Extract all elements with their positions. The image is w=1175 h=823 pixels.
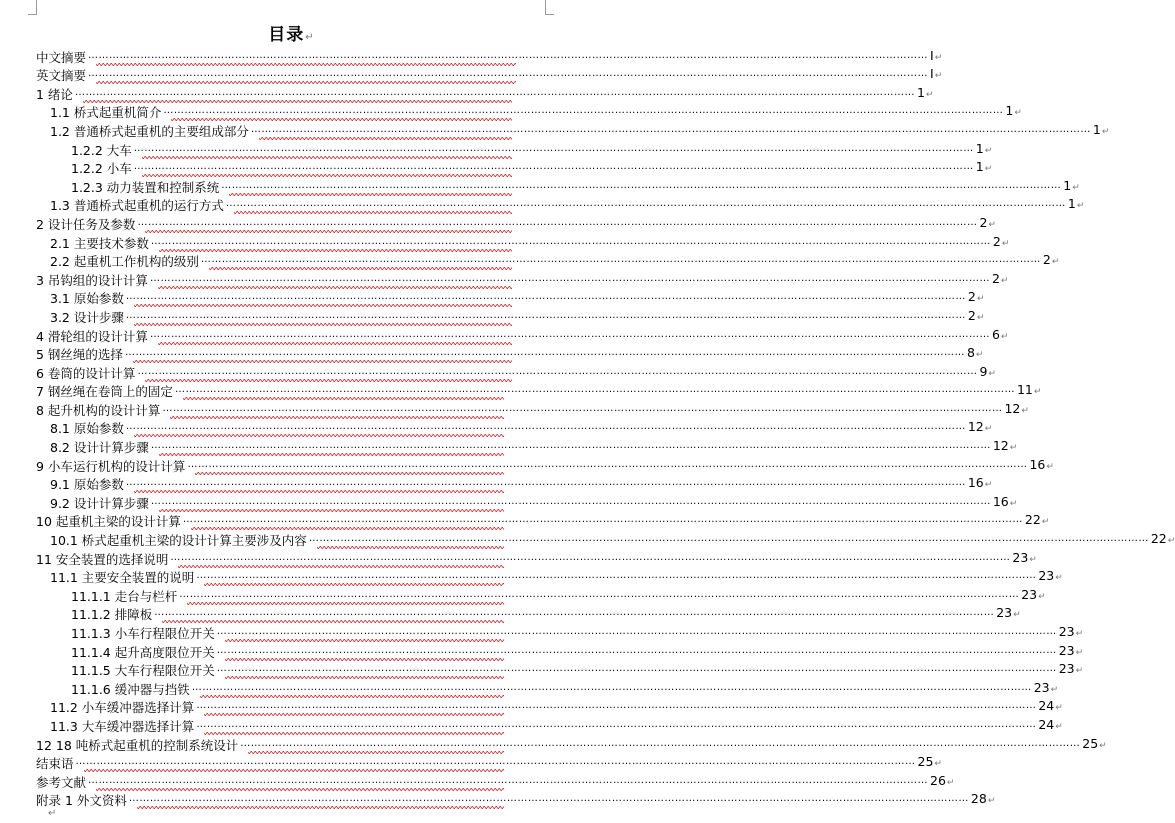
toc-entry-page bbox=[1093, 122, 1110, 140]
toc-page-number: 23 bbox=[996, 605, 1013, 621]
toc-entry[interactable] bbox=[36, 363, 996, 382]
toc-entry-page bbox=[976, 159, 993, 177]
toc-entry-label: 11.1.3 小车行程限位开关 bbox=[71, 626, 215, 641]
paragraph-mark-icon: ↵ bbox=[934, 71, 943, 82]
toc-entry-label: 2.2 起重机工作机构的级别 bbox=[50, 254, 199, 270]
toc-entry-label: 1 绪论 bbox=[36, 86, 73, 102]
toc-title bbox=[0, 20, 583, 45]
toc-leader-dots: …………………………………………………………………………………………………………………………………………………………………………………………………………………… bbox=[240, 737, 1081, 749]
toc-page-number: 23 bbox=[1021, 586, 1038, 602]
toc-entry[interactable] bbox=[36, 84, 934, 103]
toc-entry[interactable] bbox=[36, 345, 984, 364]
paragraph-mark-icon: ↵ bbox=[1072, 182, 1080, 193]
toc-page-number: 23 bbox=[1058, 642, 1075, 658]
toc-entry[interactable] bbox=[36, 419, 993, 438]
toc-entry[interactable] bbox=[36, 623, 1084, 642]
toc-leader-dots: …………………………………………………………………………………………………………………………………………………………………………………………………………………… bbox=[216, 644, 1057, 656]
toc-entry[interactable] bbox=[36, 642, 1084, 661]
toc-entry-label: 5 钢丝绳的选择 bbox=[36, 347, 123, 363]
paragraph-mark-icon: ↵ bbox=[1167, 536, 1175, 547]
toc-entry-label: 11.3 大车缓冲器选择计算 bbox=[50, 718, 195, 734]
toc-entry-page bbox=[1005, 103, 1022, 121]
toc-entry-page bbox=[976, 141, 993, 159]
toc-page-number: 1 bbox=[1063, 177, 1072, 193]
toc-entry-page bbox=[1034, 680, 1058, 698]
paragraph-mark-icon: ↵ bbox=[1055, 721, 1063, 732]
toc-entry-label: 4 滑轮组的设计计算 bbox=[36, 328, 148, 344]
toc-entry-page bbox=[1082, 736, 1106, 754]
toc-entry-label: 11.1.4 起升高度限位开关 bbox=[71, 644, 215, 660]
toc-page-number: 9 bbox=[979, 363, 988, 379]
paragraph-mark-icon: ↵ bbox=[1000, 275, 1009, 286]
toc-page-number: 6 bbox=[991, 326, 1000, 342]
toc-entry-page bbox=[1068, 196, 1085, 214]
toc-page-number: 16 bbox=[1029, 456, 1046, 472]
toc-leader-dots: …………………………………………………………………………………………………………………………………………………………………………………………………………………… bbox=[162, 402, 1003, 414]
toc-entry-page bbox=[917, 85, 934, 103]
paragraph-mark-icon: ↵ bbox=[1029, 554, 1037, 565]
toc-entry-page bbox=[996, 605, 1020, 623]
toc-leader-dots: …………………………………………………………………………………………………………………………………………………………………………………………………………………… bbox=[200, 254, 1041, 266]
toc-leader-dots: …………………………………………………………………………………………………………………………………………………………………………………………………………………… bbox=[128, 793, 969, 805]
toc-entry-page bbox=[918, 754, 942, 772]
paragraph-mark-icon: ↵ bbox=[976, 312, 985, 323]
toc-entry-page bbox=[1025, 512, 1049, 530]
toc-page-number: 1 bbox=[1005, 103, 1014, 119]
toc-entry-label: 11.2 小车缓冲器选择计算 bbox=[50, 700, 195, 716]
toc-entry-label: 2 设计任务及参数 bbox=[36, 216, 136, 232]
toc-entry[interactable] bbox=[36, 326, 1009, 345]
toc-entry-label: 11.1.6 缓冲器与挡铁 bbox=[71, 681, 190, 697]
paragraph-mark-icon: ↵ bbox=[1001, 238, 1010, 249]
paragraph-mark-icon: ↵ bbox=[984, 164, 993, 175]
toc-entry-page bbox=[979, 364, 996, 382]
toc-entry[interactable] bbox=[36, 214, 996, 233]
toc-page-number: 22 bbox=[1150, 531, 1167, 547]
paragraph-mark-icon: ↵ bbox=[1076, 201, 1085, 212]
paragraph-mark-icon: ↵ bbox=[987, 796, 996, 807]
toc-entry-page bbox=[967, 345, 984, 363]
toc-entry-page bbox=[1029, 457, 1053, 475]
toc-entry-page bbox=[992, 271, 1009, 289]
toc-page-number: 24 bbox=[1038, 698, 1055, 714]
toc-entry[interactable] bbox=[36, 605, 1021, 624]
toc-leader-dots: …………………………………………………………………………………………………………………………………………………………………………………………………………………… bbox=[125, 309, 966, 321]
toc-page-number: 2 bbox=[967, 289, 976, 305]
toc-entry[interactable] bbox=[36, 437, 1018, 456]
toc-entry[interactable] bbox=[36, 270, 1009, 289]
toc-entry-page bbox=[930, 48, 942, 66]
toc-entry[interactable] bbox=[36, 140, 993, 159]
paragraph-mark-icon: ↵ bbox=[1050, 684, 1059, 695]
toc-entry-page bbox=[930, 773, 954, 791]
toc-leader-dots: …………………………………………………………………………………………………………………………………………………………………………………………………………………… bbox=[124, 347, 965, 359]
toc-entry-label: 11.1.2 排障板 bbox=[71, 607, 153, 623]
toc-entry-label: 参考文献 bbox=[36, 774, 87, 790]
toc-entry[interactable] bbox=[36, 382, 1042, 401]
paragraph-mark-icon: ↵ bbox=[1033, 387, 1042, 398]
paragraph-mark-icon: ↵ bbox=[934, 52, 943, 63]
paragraph-mark-icon: ↵ bbox=[1046, 461, 1054, 472]
toc-entry-page bbox=[1063, 178, 1080, 196]
paragraph-mark-icon: ↵ bbox=[976, 294, 985, 305]
toc-entry-label: 8 起升机构的设计计算 bbox=[36, 402, 161, 418]
toc-entry-label: 1.3 普通桥式起重机的运行方式 bbox=[50, 198, 224, 214]
toc-entry-label: 1.2.3 动力装置和控制系统 bbox=[71, 179, 220, 195]
toc-leader-dots: …………………………………………………………………………………………………………………………………………………………………………………………………………………… bbox=[125, 291, 966, 303]
toc-page-number: 24 bbox=[1038, 716, 1055, 732]
toc-entry-page bbox=[979, 215, 996, 233]
toc-entry-page bbox=[968, 308, 985, 326]
toc-entry[interactable] bbox=[36, 233, 1010, 252]
paragraph-mark-icon: ↵ bbox=[1051, 257, 1060, 268]
toc-entry-page bbox=[1021, 587, 1045, 605]
toc-entry-label: 1.2.2 大车 bbox=[71, 142, 132, 158]
paragraph-mark-icon: ↵ bbox=[984, 145, 993, 156]
toc-entry[interactable] bbox=[36, 400, 1029, 419]
paragraph-mark-icon: ↵ bbox=[1038, 591, 1046, 602]
toc-entry-label: 中文摘要 bbox=[36, 49, 87, 65]
paragraph-mark-icon: ↵ bbox=[1013, 610, 1021, 621]
toc-entry-label: 2.1 主要技术参数 bbox=[50, 235, 149, 251]
toc-entry-page bbox=[1059, 624, 1083, 642]
toc-page-number: 2 bbox=[967, 307, 976, 323]
toc-page-number: 1 bbox=[1067, 196, 1076, 212]
toc-entry-label: 9.1 原始参数 bbox=[50, 477, 124, 493]
toc-entry-label: 8.1 原始参数 bbox=[50, 421, 124, 437]
toc-leader-dots: …………………………………………………………………………………………………………………………………………………………………………………………………………………… bbox=[216, 626, 1057, 637]
toc-entry-label: 结束语 bbox=[36, 756, 74, 772]
toc-leader-dots: …………………………………………………………………………………………………………………………………………………………………………………………………………………… bbox=[163, 105, 1004, 117]
toc-leader-dots: …………………………………………………………………………………………………………………………………………………………………………………………………………………… bbox=[125, 421, 966, 433]
paragraph-mark-icon: ↵ bbox=[975, 350, 984, 361]
toc-entry[interactable] bbox=[36, 735, 1107, 754]
toc-entry-page bbox=[930, 66, 942, 84]
toc-page-number: 22 bbox=[1024, 512, 1041, 528]
toc-page-number: I bbox=[930, 47, 934, 63]
page-corner-marker-left bbox=[28, 0, 37, 15]
toc-page-number: 16 bbox=[967, 475, 984, 491]
toc-leader-dots: …………………………………………………………………………………………………………………………………………………………………………………………………………………… bbox=[187, 458, 1028, 470]
paragraph-mark-icon: ↵ bbox=[1075, 629, 1084, 639]
toc-entry[interactable] bbox=[36, 493, 1018, 512]
toc-page-number: 12 bbox=[992, 438, 1009, 454]
spellcheck-underline bbox=[137, 806, 504, 809]
paragraph-mark-icon: ↵ bbox=[984, 424, 993, 435]
toc-leader-dots: …………………………………………………………………………………………………………………………………………………………………………………………………………………… bbox=[182, 514, 1023, 526]
toc-entry[interactable] bbox=[36, 475, 993, 494]
toc-entry-label: 9 小车运行机构的设计计算 bbox=[36, 458, 186, 474]
toc-leader-dots: …………………………………………………………………………………………………………………………………………………………………………………………………………………… bbox=[88, 68, 929, 80]
toc-entry-page bbox=[992, 327, 1009, 345]
toc-entry[interactable] bbox=[36, 568, 1063, 587]
toc-title-text: 目录 bbox=[268, 25, 305, 45]
toc-leader-dots: …………………………………………………………………………………………………………………………………………………………………………………………………………………… bbox=[196, 700, 1037, 712]
toc-page-number: 23 bbox=[1012, 549, 1029, 565]
toc-leader-dots: …………………………………………………………………………………………………………………………………………………………………………………………………………………… bbox=[149, 328, 990, 340]
toc-page-number: 1 bbox=[916, 84, 925, 100]
toc-entry-page bbox=[1059, 661, 1083, 679]
toc-entry-label: 9.2 设计计算步骤 bbox=[50, 495, 149, 511]
toc-leader-dots: …………………………………………………………………………………………………………………………………………………………………………………………………………………… bbox=[133, 142, 974, 154]
toc-entry[interactable] bbox=[36, 772, 955, 791]
page-corner-marker-right bbox=[545, 0, 554, 15]
toc-entry-page bbox=[1004, 401, 1028, 419]
toc-entry-page bbox=[1017, 382, 1041, 400]
paragraph-mark-icon: ↵ bbox=[1055, 573, 1063, 584]
toc-page-number: 23 bbox=[1058, 661, 1075, 677]
toc-leader-dots: …………………………………………………………………………………………………………………………………………………………………………………………………………………… bbox=[75, 756, 916, 768]
paragraph-mark-icon: ↵ bbox=[1000, 331, 1009, 342]
paragraph-mark-icon: ↵ bbox=[946, 777, 955, 788]
paragraph-mark-icon: ↵ bbox=[1009, 498, 1018, 509]
paragraph-mark-icon: ↵ bbox=[1075, 647, 1084, 658]
toc-leader-dots: …………………………………………………………………………………………………………………………………………………………………………………………………………………… bbox=[196, 570, 1037, 582]
toc-entry-label: 11 安全装置的选择说明 bbox=[36, 551, 169, 567]
toc-leader-dots: …………………………………………………………………………………………………………………………………………………………………………………………………………………… bbox=[250, 123, 1091, 135]
paragraph-mark-icon: ↵ bbox=[934, 759, 942, 770]
paragraph-mark-icon: ↵ bbox=[1099, 740, 1107, 751]
toc-entry[interactable] bbox=[36, 103, 1022, 122]
paragraph-mark-icon: ↵ bbox=[988, 219, 996, 230]
toc-entry-label: 11.1.5 大车行程限位开关 bbox=[71, 663, 215, 679]
toc-entry[interactable] bbox=[36, 586, 1046, 605]
toc-page-number: 11 bbox=[1016, 382, 1033, 398]
toc-entry-label: 12 18 吨桥式起重机的控制系统设计 bbox=[36, 737, 239, 753]
paragraph-mark-icon: ↵ bbox=[1041, 517, 1050, 528]
toc-entry[interactable] bbox=[36, 754, 942, 773]
paragraph-mark-icon: ↵ bbox=[1009, 443, 1018, 454]
toc-entry-label: 3 吊钩组的设计计算 bbox=[36, 272, 148, 288]
toc-entry[interactable] bbox=[36, 121, 1110, 140]
toc-page-number: 2 bbox=[992, 233, 1001, 249]
toc-entry-label: 7 钢丝绳在卷筒上的固定 bbox=[36, 384, 173, 400]
paragraph-mark-icon: ↵ bbox=[48, 808, 57, 819]
toc-leader-dots: …………………………………………………………………………………………………………………………………………………………………………………………………………………… bbox=[170, 551, 1011, 563]
toc-leader-dots: …………………………………………………………………………………………………………………………………………………………………………………………………………………… bbox=[125, 477, 966, 489]
toc-entry-label: 10.1 桥式起重机主梁的设计计算主要涉及内容 bbox=[50, 533, 307, 549]
toc-leader-dots: …………………………………………………………………………………………………………………………………………………………………………………………………………………… bbox=[225, 198, 1066, 210]
toc-entry[interactable] bbox=[36, 159, 993, 178]
toc-entry[interactable] bbox=[36, 661, 1084, 680]
toc-entry[interactable] bbox=[36, 679, 1059, 698]
toc-entry-label: 11.1 主要安全装置的说明 bbox=[50, 570, 195, 586]
toc-entry-page bbox=[968, 475, 992, 493]
toc-leader-dots: …………………………………………………………………………………………………………………………………………………………………………………………………………………… bbox=[88, 49, 929, 61]
toc-entry[interactable] bbox=[36, 289, 985, 308]
toc-page-number: 1 bbox=[1092, 121, 1101, 137]
toc-page-number: 25 bbox=[917, 754, 934, 770]
toc-entry-page bbox=[1151, 531, 1175, 549]
toc-entry[interactable] bbox=[36, 512, 1050, 531]
toc-leader-dots: …………………………………………………………………………………………………………………………………………………………………………………………………………………… bbox=[137, 216, 978, 228]
toc-entry[interactable] bbox=[36, 456, 1054, 475]
toc-leader-dots: …………………………………………………………………………………………………………………………………………………………………………………………………………………… bbox=[74, 86, 915, 98]
toc-page-number: 2 bbox=[1042, 252, 1051, 268]
toc-entry-page bbox=[1043, 252, 1060, 270]
toc-entry-page bbox=[993, 438, 1017, 456]
paragraph-mark-icon: ↵ bbox=[925, 89, 934, 100]
toc-entry-page bbox=[993, 234, 1010, 252]
toc-entry-label: 附录 1 外文资料 bbox=[36, 793, 127, 809]
toc-entry[interactable] bbox=[36, 196, 1085, 215]
toc-leader-dots: …………………………………………………………………………………………………………………………………………………………………………………………………………………… bbox=[216, 663, 1057, 675]
toc-entry-label: 1.2 普通桥式起重机的主要组成部分 bbox=[50, 123, 249, 139]
toc-leader-dots: …………………………………………………………………………………………………………………………………………………………………………………………………………………… bbox=[150, 495, 991, 507]
toc-page-number: 12 bbox=[967, 419, 984, 435]
toc-entry[interactable] bbox=[36, 791, 996, 810]
paragraph-mark-icon: ↵ bbox=[1055, 703, 1063, 714]
toc-leader-dots: …………………………………………………………………………………………………………………………………………………………………………………………………………………… bbox=[133, 161, 974, 173]
paragraph-mark-icon: ↵ bbox=[1101, 126, 1110, 137]
toc-entry-label: 6 卷筒的设计计算 bbox=[36, 365, 136, 381]
toc-leader-dots: …………………………………………………………………………………………………………………………………………………………………………………………………………………… bbox=[221, 179, 1062, 191]
toc-entry-label: 8.2 设计计算步骤 bbox=[50, 440, 149, 456]
toc-page-number: 1 bbox=[975, 159, 984, 175]
toc-entry-label: 11.1.1 走台与栏杆 bbox=[71, 588, 178, 604]
toc-page-number: 23 bbox=[1033, 679, 1050, 695]
toc-entry[interactable] bbox=[36, 549, 1037, 568]
toc-page-number: 16 bbox=[992, 493, 1009, 509]
table-of-contents bbox=[36, 47, 1175, 809]
toc-entry-label: 10 起重机主梁的设计计算 bbox=[36, 514, 181, 530]
toc-page-number: 26 bbox=[930, 772, 946, 788]
toc-entry-page bbox=[1038, 717, 1062, 735]
paragraph-mark-icon: ↵ bbox=[984, 480, 993, 491]
toc-page-number: 25 bbox=[1082, 735, 1099, 751]
toc-leader-dots: …………………………………………………………………………………………………………………………………………………………………………………………………………………… bbox=[179, 588, 1020, 600]
toc-leader-dots: …………………………………………………………………………………………………………………………………………………………………………………………………………………… bbox=[150, 235, 991, 247]
toc-leader-dots: …………………………………………………………………………………………………………………………………………………………………………………………………………………… bbox=[196, 718, 1037, 730]
toc-entry-page bbox=[1012, 550, 1036, 568]
toc-leader-dots: …………………………………………………………………………………………………………………………………………………………………………………………………………………… bbox=[149, 272, 990, 284]
toc-entry-page bbox=[1038, 568, 1062, 586]
toc-entry-page bbox=[1059, 643, 1083, 661]
toc-entry-page bbox=[993, 494, 1017, 512]
toc-entry-label: 英文摘要 bbox=[36, 68, 87, 84]
toc-entry-label: 3.1 原始参数 bbox=[50, 291, 124, 307]
toc-entry[interactable] bbox=[36, 47, 943, 66]
toc-leader-dots: …………………………………………………………………………………………………………………………………………………………………………………………………………………… bbox=[191, 681, 1032, 693]
toc-leader-dots: …………………………………………………………………………………………………………………………………………………………………………………………………………………… bbox=[174, 384, 1015, 396]
toc-page-number: 23 bbox=[1058, 624, 1075, 639]
toc-entry[interactable] bbox=[36, 530, 1175, 549]
toc-page-number: 23 bbox=[1038, 568, 1055, 584]
paragraph-mark-icon: ↵ bbox=[988, 368, 996, 379]
toc-page-number: 12 bbox=[1004, 400, 1021, 416]
toc-entry-page bbox=[971, 791, 995, 809]
toc-entry-page bbox=[1038, 698, 1062, 716]
toc-entry[interactable] bbox=[36, 252, 1060, 271]
toc-leader-dots: …………………………………………………………………………………………………………………………………………………………………………………………………………………… bbox=[88, 774, 929, 786]
paragraph-mark-icon: ↵ bbox=[1021, 405, 1029, 416]
toc-leader-dots: …………………………………………………………………………………………………………………………………………………………………………………………………………………… bbox=[308, 533, 1149, 545]
toc-entry-label: 1.1 桥式起重机简介 bbox=[50, 105, 162, 121]
toc-page-number: 1 bbox=[975, 140, 984, 156]
toc-entry[interactable] bbox=[36, 698, 1063, 717]
toc-entry[interactable] bbox=[36, 177, 1080, 196]
toc-entry-label: 3.2 设计步骤 bbox=[50, 309, 124, 325]
paragraph-mark-icon: ↵ bbox=[1014, 108, 1022, 119]
toc-page-number: 8 bbox=[966, 345, 975, 361]
toc-entry[interactable] bbox=[36, 716, 1063, 735]
toc-entry-page bbox=[968, 289, 985, 307]
toc-leader-dots: …………………………………………………………………………………………………………………………………………………………………………………………………………………… bbox=[150, 440, 991, 452]
paragraph-mark-icon: ↵ bbox=[305, 32, 315, 43]
toc-page-number: 2 bbox=[991, 270, 1000, 286]
toc-leader-dots: …………………………………………………………………………………………………………………………………………………………………………………………………………………… bbox=[154, 607, 995, 619]
toc-entry[interactable] bbox=[36, 307, 985, 326]
toc-page-number: 28 bbox=[970, 791, 987, 807]
toc-entry-page bbox=[968, 419, 992, 437]
toc-page-number: 2 bbox=[979, 214, 988, 230]
toc-entry[interactable] bbox=[36, 66, 943, 85]
toc-page-number: I bbox=[930, 66, 934, 82]
paragraph-mark-icon: ↵ bbox=[1075, 666, 1084, 677]
toc-leader-dots: …………………………………………………………………………………………………………………………………………………………………………………………………………………… bbox=[137, 365, 978, 377]
toc-entry-label: 1.2.2 小车 bbox=[71, 161, 132, 177]
